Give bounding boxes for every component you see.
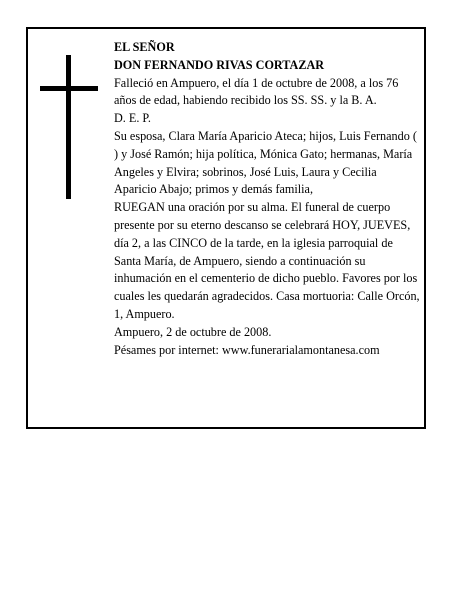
- cross-vertical-bar: [66, 55, 71, 199]
- cross-icon: [40, 55, 98, 199]
- rip-line: D. E. P.: [114, 111, 151, 126]
- death-announcement: Falleció en Ampuero, el día 1 de octubre de 2008, a los 76 años de edad, habiendo recibido los SS. SS. y la B. A.: [114, 75, 399, 108]
- obituary-text: [114, 39, 420, 359]
- funeral-request: RUEGAN una oración por su alma. El funeral de cuerpo presente por su eterno descanso se celebrará HOY, JUEVES, día 2, a las CINCO de la tarde, en la iglesia parroquial de Santa María, de Ampuero, siendo a continuación su inhumación en el cementerio de dicho pueblo. Favores por los cuales les quedarán agradecidos. Casa mortuoria: Calle Orcón, 1, Ampuero.: [114, 200, 420, 321]
- notice-date: Ampuero, 2 de octubre de 2008.: [114, 324, 272, 339]
- deceased-name: DON FERNANDO RIVAS CORTAZAR: [114, 57, 325, 72]
- family-list: Su esposa, Clara María Aparicio Ateca; hijos, Luis Fernando ( ) y José Ramón; hija política, Mónica Gato; hermanas, María Angeles y Elvira; sobrinos, José Luis, Laura y Cecilia Aparicio Abajo; primos y demás familia,: [114, 128, 417, 197]
- cross-horizontal-bar: [40, 86, 98, 91]
- obituary-notice: [26, 27, 426, 429]
- notice-title: EL SEÑOR: [114, 40, 175, 54]
- condolences-line: Pésames por internet: www.funerarialamontanesa.com: [114, 342, 380, 357]
